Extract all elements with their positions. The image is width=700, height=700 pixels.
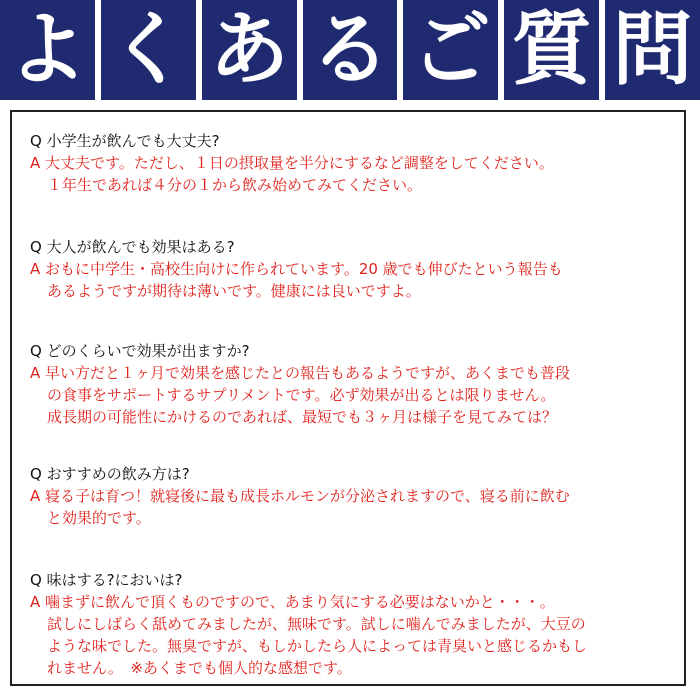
title-char: 問 (612, 3, 693, 96)
faq-panel (10, 110, 686, 686)
faq-question: Q どのくらいで効果が出ますか? (30, 342, 250, 360)
title-tile (303, 0, 398, 100)
title-char: よ (7, 3, 88, 96)
faq-answer-line: の食事をサポートするサプリメントです。必ず効果が出るとは限りません。 (47, 386, 556, 404)
faq-item (30, 569, 680, 679)
title-tile (202, 0, 297, 100)
faq-item (30, 130, 680, 196)
faq-question: Q 大人が飲んでも効果はある? (30, 238, 235, 256)
title-tile (403, 0, 498, 100)
faq-question: Q 小学生が飲んでも大丈夫? (30, 132, 220, 150)
title-tile (101, 0, 196, 100)
faq-answer-line: ような味でした。無臭ですが、もしかしたら人によっては青臭いと感じるかもし (47, 637, 588, 655)
title-char: ご (410, 3, 491, 96)
title-tile (0, 0, 95, 100)
faq-answer-line: と効果的です。 (47, 509, 151, 527)
faq-answer-line: A おもに中学生・高校生向けに作られています。20 歳でも伸びたという報告も (30, 260, 563, 278)
title-char: く (108, 3, 189, 96)
title-tile (605, 0, 700, 100)
faq-answer-line: 成長期の可能性にかけるのであれば、最短でも３ヶ月は様子を見てみては？ (47, 408, 558, 426)
faq-question: Q 味はする?においは? (30, 571, 183, 589)
faq-answer-line: A 噛まずに飲んで頂くものですので、あまり気にする必要はないかと・・・。 (30, 593, 555, 611)
faq-item (30, 236, 680, 302)
faq-question: Q おすすめの飲み方は? (30, 465, 190, 483)
title-char: あ (209, 3, 290, 96)
faq-answer-line: あるようですが期待は薄いです。健康には良いですよ。 (47, 282, 421, 300)
title-char: る (310, 3, 390, 96)
faq-item (30, 463, 680, 529)
faq-title-banner (0, 0, 700, 100)
faq-answer-line: 試しにしばらく舐めてみましたが、無味です。試しに噛んでみましたが、大豆の (47, 615, 586, 633)
faq-answer-line: れません。 ※あくまでも個人的な感想です。 (47, 659, 352, 677)
faq-answer-line: A 大丈夫です。ただし、１日の摂取量を半分にするなど調整をしてください。 (30, 154, 554, 172)
title-char: 質 (511, 3, 592, 96)
faq-answer-line: A 寝る子は育つ！就寝後に最も成長ホルモンが分泌されますので、寝る前に飲む (30, 487, 570, 505)
faq-item (30, 340, 680, 428)
title-tile (504, 0, 599, 100)
faq-answer-line: A 早い方だと１ヶ月で効果を感じたとの報告もあるようですが、あくまでも普段 (30, 364, 571, 382)
faq-answer-line: １年生であれば４分の１から飲み始めてみてください。 (47, 176, 423, 194)
